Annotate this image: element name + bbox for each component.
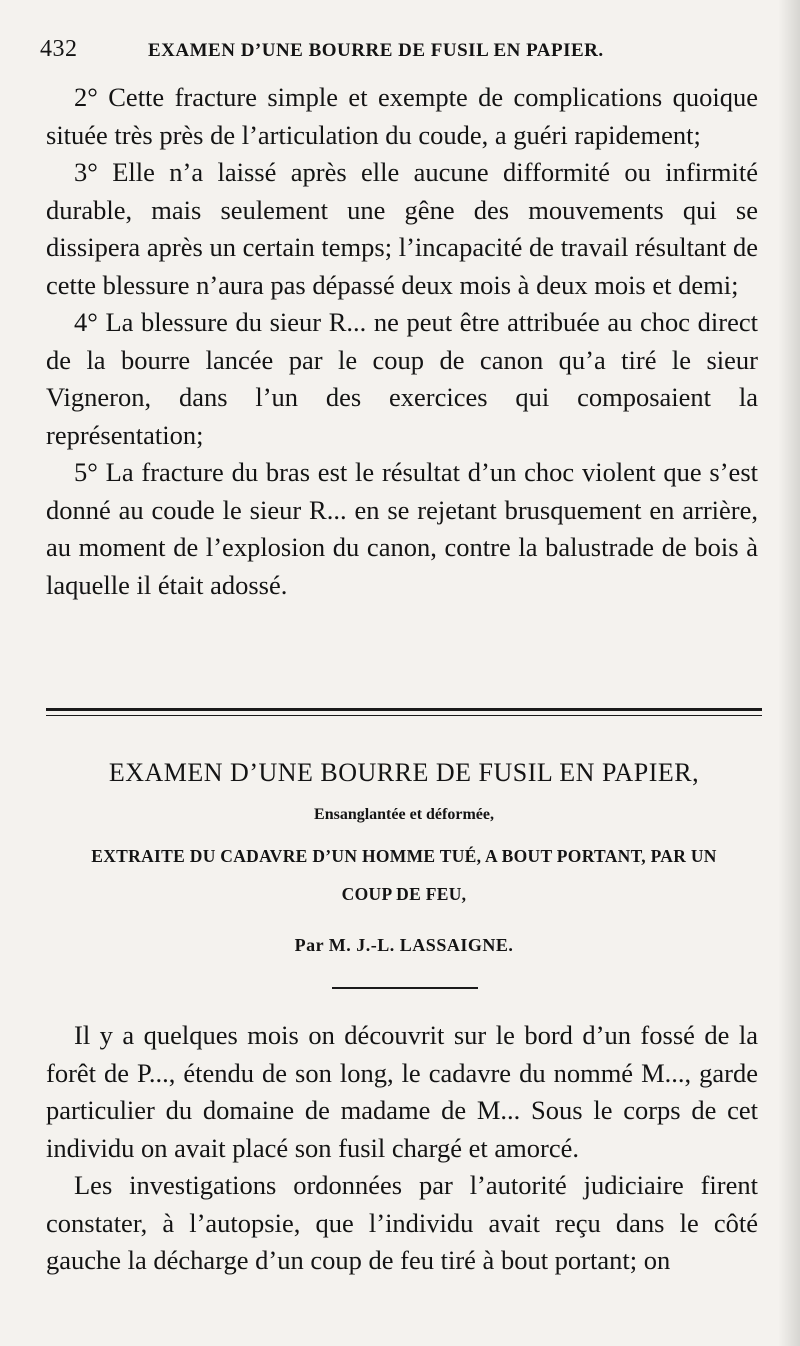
paragraph-4: 4° La blessure du sieur R... ne peut être attribuée au choc direct de la bourre lancée par le coup de canon qu’a tiré le sieur Vigneron, dans l’un des exercices qui composaient la représentation;	[46, 307, 758, 450]
page-edge-shadow	[778, 0, 800, 1346]
paragraph-investigations: Les investigations ordonnées par l’autorité judiciaire firent constater, à l’autopsie, que l’individu avait reçu dans le côté gauche la décharge d’un coup de feu tiré à bout portant; on	[46, 1170, 758, 1275]
title-underline	[332, 987, 478, 989]
paragraph-5: 5° La fracture du bras est le résultat d’un choc violent que s’est donné au coude le sieur R... en se rejetant brusquement en arrière, au moment de l’explosion du canon, contre la balustrade de bois à laquelle il était adossé.	[46, 457, 758, 600]
article-extraite-line-2: COUP DE FEU,	[341, 884, 467, 904]
running-head	[40, 36, 650, 70]
paragraph-intro: Il y a quelques mois on découvrit sur le bord d’un fossé de la forêt de P..., étendu de son long, le cadavre du nommé M..., garde particulier du domaine de madame de M... Sous le corps de cet individu on avait placé son fusil chargé et amorcé.	[46, 1020, 758, 1163]
running-title: EXAMEN D’UNE BOURRE DE FUSIL EN PAPIER.	[148, 40, 604, 61]
second-section	[46, 1017, 758, 1280]
article-title: EXAMEN D’UNE BOURRE DE FUSIL EN PAPIER,	[108, 758, 700, 787]
paragraph-3: 3° Elle n’a laissé après elle aucune difformité ou infirmité durable, mais seulement une gêne des mouvements qui se dissipera après un certain temps; l’incapacité de travail résultant de cette blessure n’aura pas dépassé deux mois à deux mois et demi;	[46, 157, 758, 300]
article-extraite-line-1: EXTRAITE DU CADAVRE D’UN HOMME TUÉ, A BOUT PORTANT, PAR UN	[91, 846, 717, 866]
paragraph-2: 2° Cette fracture simple et exempte de complications quoique située très près de l’articulation du coude, a guéri rapidement;	[46, 82, 758, 150]
author-name: J.-L. LASSAIGNE.	[356, 935, 514, 955]
first-section	[46, 79, 758, 604]
section-divider	[46, 708, 762, 716]
article-author	[46, 935, 762, 956]
author-prefix: Par M.	[294, 935, 352, 955]
page-number: 432	[40, 36, 78, 62]
article-subtitle: Ensanglantée et déformée,	[314, 806, 494, 823]
